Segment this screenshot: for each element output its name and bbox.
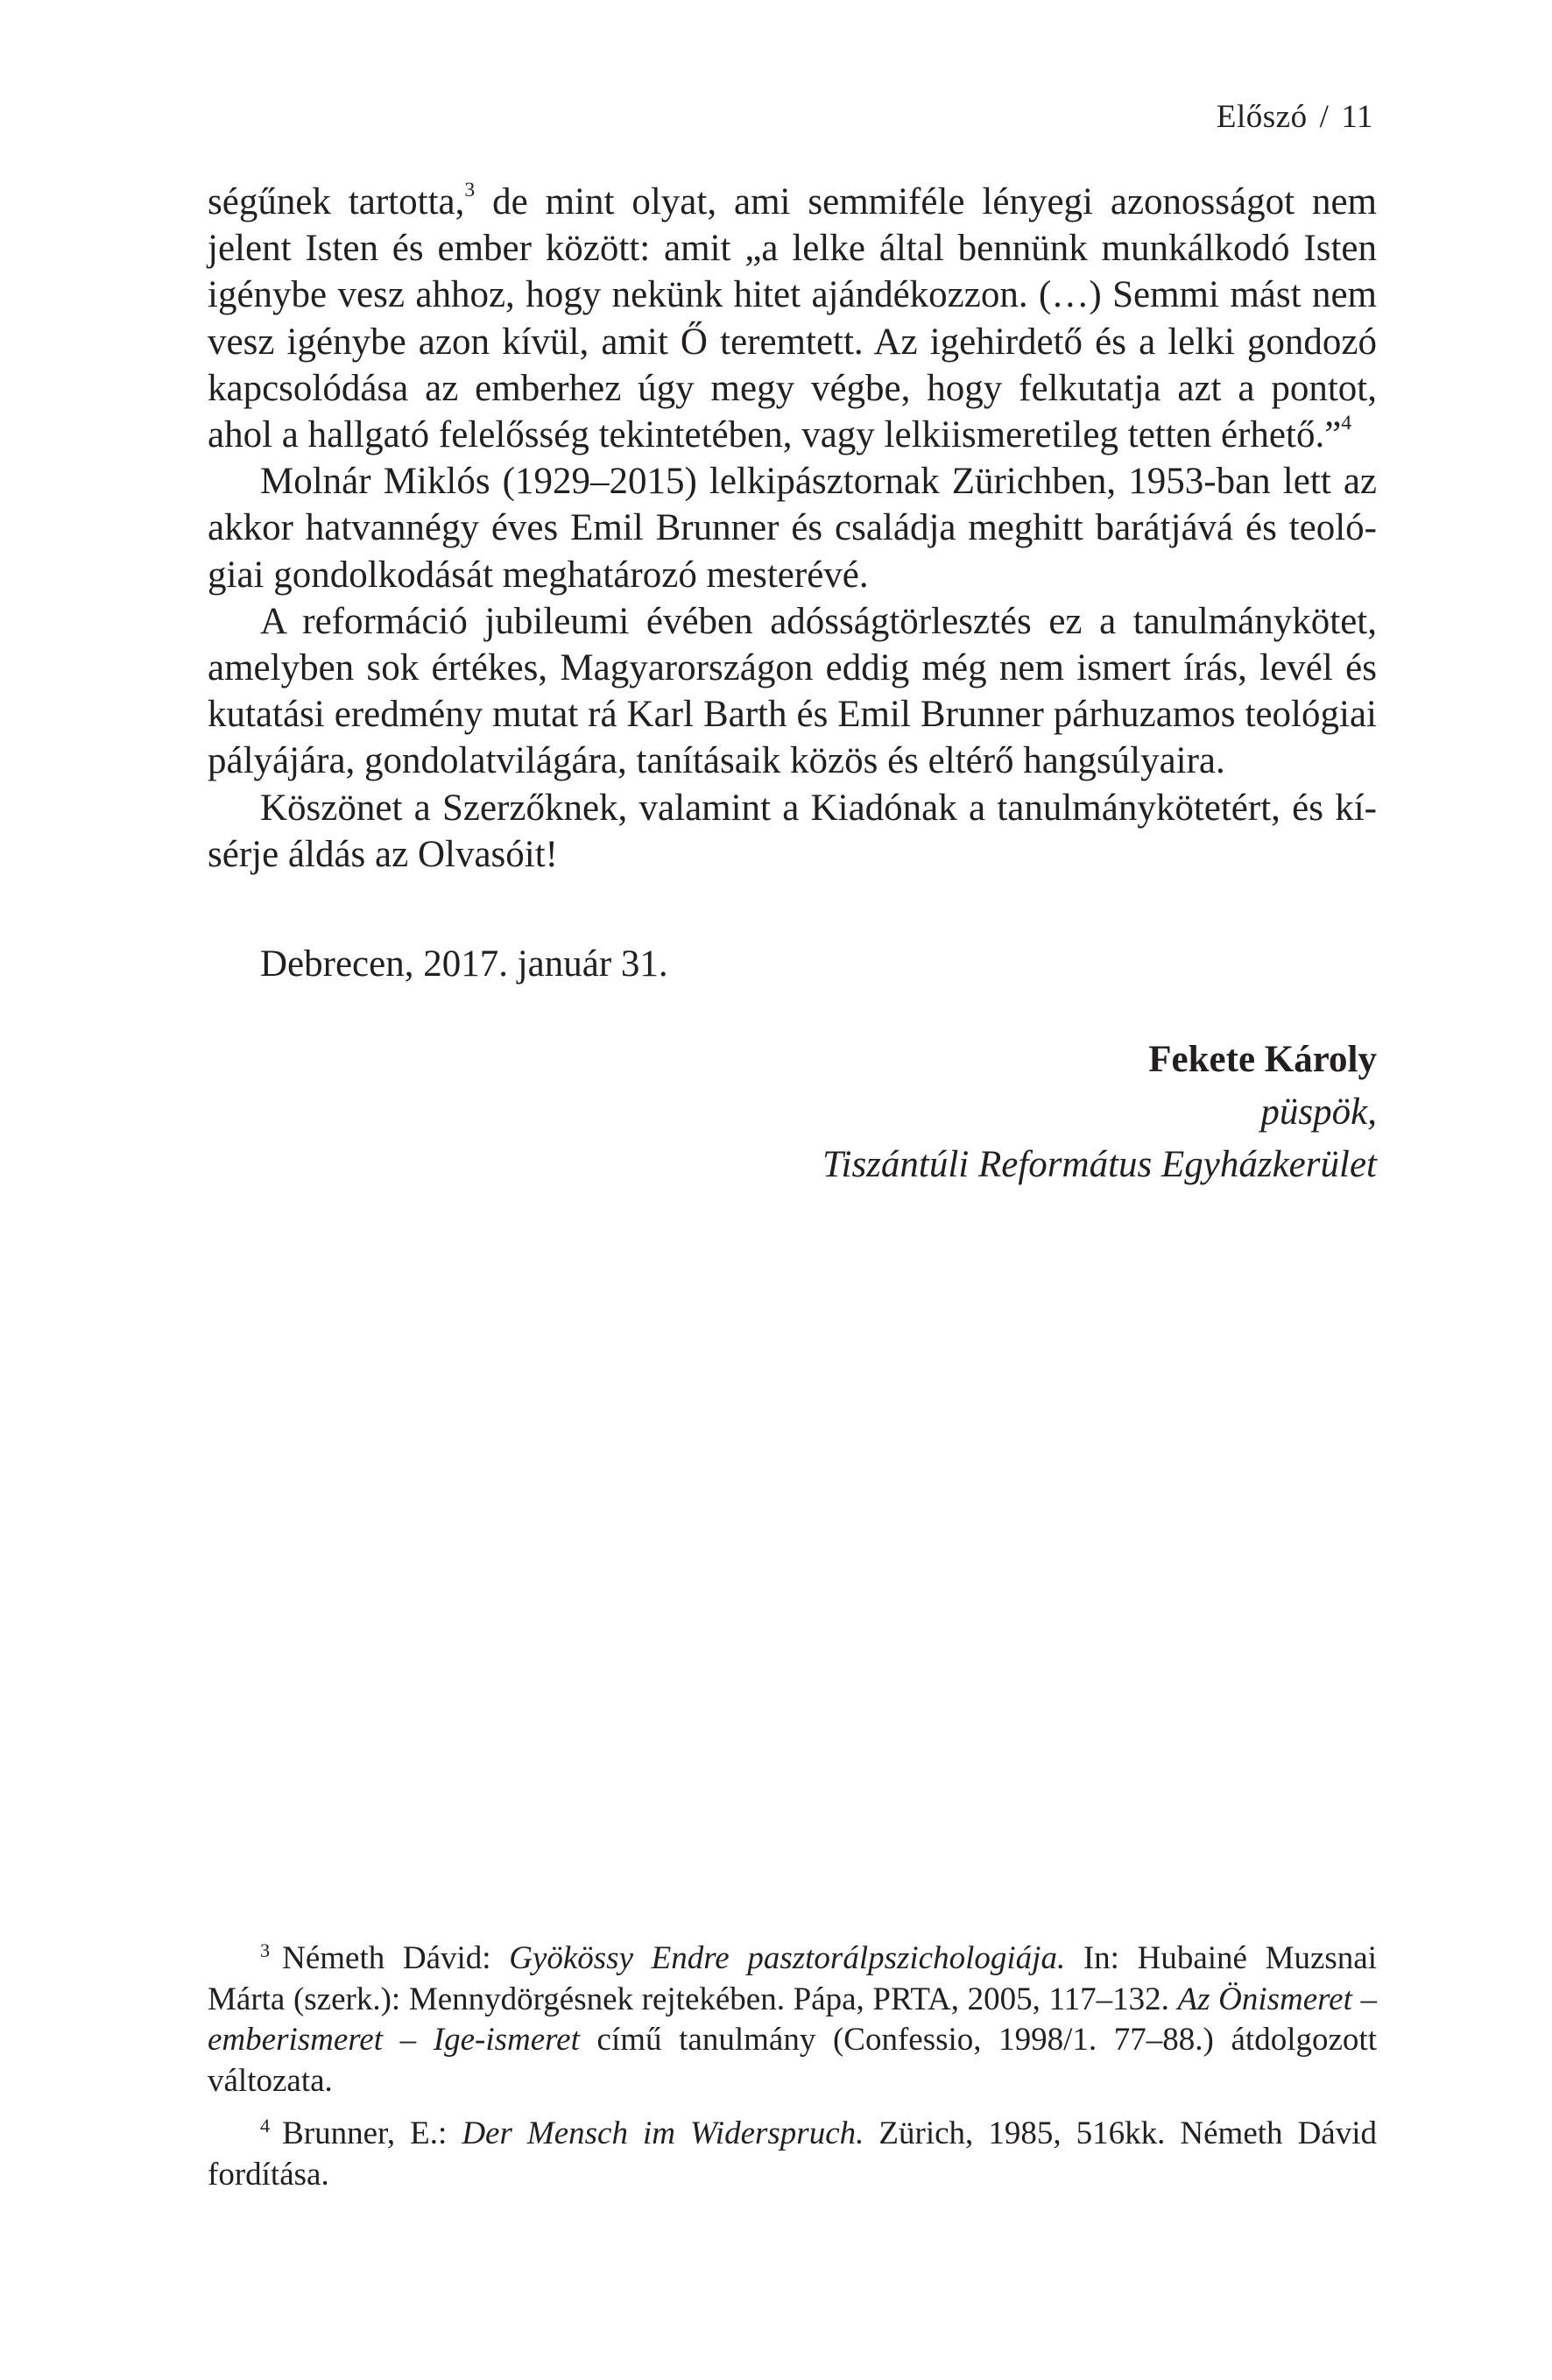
footnote-italic-title: Az Önismeret – emberismeret – Ige-ismeret (208, 1981, 1378, 2058)
footnote-text: In: Hubainé Muzsnai Márta (szerk.): Mennydörgésnek rejtekében. Pápa, PRTA, 2005, 117–132. (208, 1940, 1378, 2017)
running-head (1217, 98, 1373, 136)
signer-organization: Tiszántúli Református Egyházkerület (822, 1144, 1377, 1185)
body-text (208, 179, 1377, 878)
footnotes (208, 1939, 1377, 2207)
footnote-4 (208, 2114, 1377, 2195)
footnote-text: Németh Dávid: (282, 1940, 510, 1976)
paragraph-3: A reformáció jubileumi évében adósságtörlesztés ez a tanulmánykötet, amelyben sok értékes, Magyarországon eddig még nem ismert írás, levél és kutatási eredmény mutat rá Karl Barth és Emil Brunner párhuzamos teológiai pályájára, gondolatvilágára, tanításaik közös és eltérő hangsúlyaira. (208, 600, 1377, 782)
paragraph-4: Köszönet a Szerzőknek, valamint a Kiadónak a tanulmánykötetért, és kísérje áldás az Olvasóit! (208, 787, 1377, 875)
footnote-ref-4: 4 (1341, 411, 1352, 434)
footnote-text: című tanulmány (Confessio, 1998/1. 77–88.) átdolgozott változata. (208, 2022, 1377, 2099)
paragraph-1 (208, 179, 1377, 458)
footnote-italic-title: Gyökössy Endre pasztorálpszichologiája. (509, 1940, 1066, 1976)
footnote-ref-3: 3 (464, 178, 476, 201)
footnote-text: Zürich, 1985, 516kk. Németh Dávid fordítása. (208, 2115, 1377, 2193)
footnote-text: Brunner, E.: (282, 2115, 462, 2151)
section-title: Előszó (1216, 99, 1308, 135)
dateline: Debrecen, 2017. január 31. (260, 943, 668, 985)
paragraph-2: Molnár Miklós (1929–2015) lelkipásztornak Zürichben, 1953-ban lett az akkor hatvannégy éves Emil Brunner és családja meghitt barátjává és teológiai gondolkodását meghatározó mesterévé. (208, 461, 1377, 596)
signer-name: Fekete Károly (1148, 1039, 1377, 1080)
paragraph-1-text-a: ségűnek tartotta, (208, 181, 465, 222)
footnote-number: 3 (260, 1939, 271, 1961)
paragraph-1-text-b: de mint olyat, ami semmiféle lényegi azonosságot nem jelent Isten és ember között: amit „a lelke által bennünk munkálkodó Isten igénybe vesz ahhoz, hogy nekünk hitet ajándékozzon. (…) Semmi mást nem vesz igénybe azon kívül, amit Ő teremtett. Az igehirdető és a lelki gondozó kapcsolódása az emberhez úgy megy végbe, hogy felkutatja azt a pontot, ahol a hallgató felelősség tekintetében, vagy lelkiismeretileg tetten érhető.” (208, 181, 1378, 456)
footnote-3 (208, 1939, 1377, 2101)
signer-role: püspök, (1260, 1091, 1377, 1133)
header-separator: / (1319, 99, 1330, 135)
footnote-number: 4 (260, 2114, 271, 2136)
signature-block (822, 1034, 1377, 1191)
page-number: 11 (1341, 99, 1373, 135)
footnote-italic-title: Der Mensch im Widerspruch. (462, 2115, 864, 2151)
